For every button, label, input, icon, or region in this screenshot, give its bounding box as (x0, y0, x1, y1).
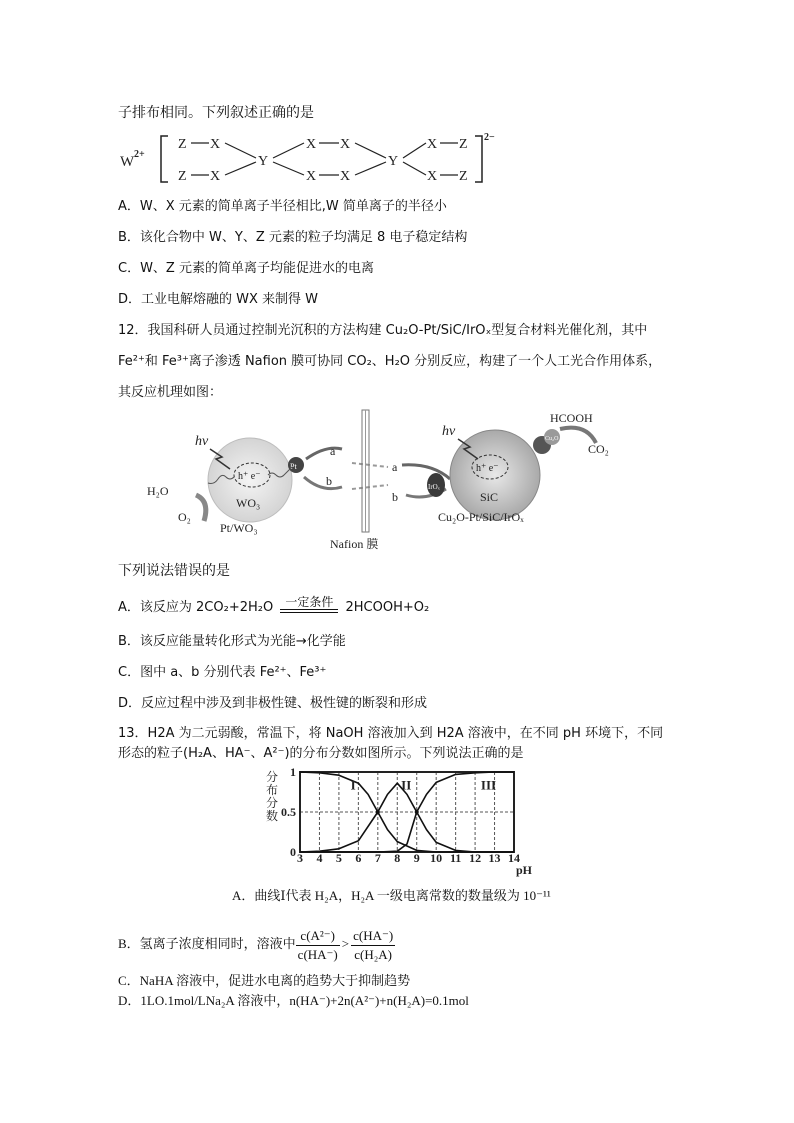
pt-label: Pt (290, 462, 297, 471)
h2o-label: H₂O (147, 484, 169, 498)
x-tick-3: 3 (297, 851, 303, 865)
x-tick-11: 11 (449, 851, 462, 865)
fraction-ha-over-h2a (351, 927, 395, 964)
y-label-char-3: 数 (266, 809, 279, 823)
pt-wo3-label: Pt/WO₃ (220, 521, 258, 535)
q13-option-a: A．曲线Ⅰ代表 H₂A，H₂A 一级电离常数的数量级为 10⁻¹¹ (232, 888, 551, 903)
q12-line-3: 其反应机理如图： (118, 385, 223, 400)
x-tick-6: 6 (355, 851, 362, 865)
greater-than-sign: > (341, 936, 350, 951)
y-label-char-1: 布 (266, 783, 279, 797)
q12-option-a-prefix: A．该反应为 2CO₂+2H₂O (118, 600, 274, 615)
q12-option-d: D．反应过程中涉及到非极性键、极性键的断裂和形成 (118, 696, 428, 711)
arrow-a-left (306, 448, 342, 459)
x-6: X (340, 169, 351, 184)
y-label-char-0: 分 (266, 770, 279, 784)
q12-stem: 下列说法错误的是 (118, 563, 230, 579)
right-bracket (475, 136, 482, 182)
q12-option-b: B．该反应能量转化形式为光能→化学能 (118, 634, 346, 649)
x-tick-5: 5 (335, 851, 342, 865)
y-tick-1: 1 (290, 766, 296, 779)
x-axis-label: pH (516, 863, 533, 877)
q12-option-c: C．图中 a、b 分别代表 Fe²⁺、Fe³⁺ (118, 665, 327, 680)
reaction-condition: 一定条件 (285, 595, 334, 609)
x-3: X (306, 137, 317, 152)
q12-option-a-suffix: 2HCOOH+O₂ (345, 600, 430, 615)
cu2o-label: Cu₂O (545, 436, 559, 442)
curve-label-III: III (480, 777, 497, 793)
co2-label: CO₂ (588, 442, 609, 456)
fraction-a-over-ha (296, 927, 340, 964)
iro-label: IrOₓ (428, 483, 440, 491)
o2-label: O₂ (178, 510, 191, 524)
crossing-point-2 (415, 810, 419, 814)
x-8: X (427, 169, 438, 184)
b-left-label: b (326, 474, 332, 488)
y-1: Y (258, 154, 269, 169)
composite-label: Cu₂O-Pt/SiC/IrOₓ (438, 510, 524, 524)
arrow-b-left (304, 477, 342, 489)
q11-option-c: C．W、Z 元素的简单离子均能促进水的电离 (118, 261, 374, 276)
cation-charge: 2+ (134, 149, 145, 160)
x-tick-14: 14 (508, 851, 520, 865)
arrow-a-right (402, 465, 450, 479)
x-1: X (210, 137, 221, 152)
x-5: X (306, 169, 317, 184)
q12-line-2: Fe²⁺和 Fe³⁺离子渗透 Nafion 膜可协同 CO₂、H₂O 分别反应，构建了一个人工光合作用体系， (118, 354, 662, 369)
y-2: Y (388, 154, 399, 169)
q11-option-b: B．该化合物中 W、Y、Z 元素的粒子均满足 8 电子稳定结构 (118, 230, 468, 245)
wo3-label: WO₃ (236, 496, 261, 510)
x-tick-9: 9 (413, 851, 420, 865)
a-right-label: a (392, 460, 398, 474)
h2o-o2-arrow (196, 495, 206, 521)
fraction-1-numerator: c(A²⁻) (296, 927, 340, 946)
reaction-condition-arrow (280, 596, 338, 617)
y-axis-label (266, 769, 278, 823)
x-tick-12: 12 (469, 851, 482, 865)
q11-option-a: A．W、X 元素的简单离子半径相比,W 简单离子的半径小 (118, 199, 447, 214)
hv-left: hν (195, 434, 209, 449)
fraction-2-denominator: c(H₂A) (354, 946, 392, 962)
q12-line-1: 12．我国科研人员通过控制光沉积的方法构建 Cu₂O-Pt/SiC/IrOₓ型复合材料光催化剂，其中 (118, 323, 648, 338)
q12-option-a (118, 596, 429, 617)
x-tick-4: 4 (316, 851, 323, 865)
y-tick-0: 0 (290, 845, 296, 859)
a-left-label: a (330, 444, 336, 458)
sic-label: SiC (480, 490, 499, 504)
x-4: X (340, 137, 351, 152)
q13-line-1: 13．H2A 为二元弱酸，常温下，将 NaOH 溶液加入到 H2A 溶液中，在不同 pH 环境下，不同 (118, 726, 664, 741)
curve-label-I: I (350, 777, 356, 793)
q13-option-b-prefix: B．氢离子浓度相同时，溶液中 (118, 936, 296, 951)
x-7: X (427, 137, 438, 152)
hcooh-label: HCOOH (550, 411, 593, 425)
q13-option-d: D．1LO.1mol/LNa₂A 溶液中，n(HA⁻)+2n(A²⁻)+n(H₂A)=0.1mol (118, 993, 469, 1008)
fraction-2-numerator: c(HA⁻) (351, 927, 395, 946)
h-e-left-label: h⁺ e⁻ (238, 471, 261, 482)
curve-label-II: II (401, 777, 412, 793)
distribution-chart (256, 766, 536, 886)
chart-labels (351, 778, 497, 814)
cation-w: W (120, 154, 135, 170)
reaction-mechanism-diagram (140, 405, 660, 555)
b-right-label: b (392, 490, 398, 504)
z-3: Z (459, 137, 468, 152)
q13-line-2: 形态的粒子(H₂A、HA⁻、A²⁻)的分布分数如图所示。下列说法正确的是 (118, 746, 524, 761)
y-label-char-2: 分 (266, 796, 279, 810)
x-tick-7: 7 (374, 851, 381, 865)
h-e-right-label: h⁺ e⁻ (476, 463, 499, 474)
x-tick-13: 13 (488, 851, 501, 865)
fraction-1-denominator: c(HA⁻) (297, 946, 338, 962)
q11-option-d: D．工业电解熔融的 WX 来制得 W (118, 292, 319, 307)
x-tick-8: 8 (394, 851, 401, 865)
q13-option-c: C．NaHA 溶液中，促进水电离的趋势大于抑制趋势 (118, 973, 411, 988)
z-1: Z (178, 137, 187, 152)
z-4: Z (459, 169, 468, 184)
hv-right: hν (442, 424, 456, 439)
membrane-label: Nafion 膜 (330, 537, 379, 551)
y-tick-0.5: 0.5 (281, 805, 296, 819)
left-bracket (161, 136, 168, 182)
intro-line: 子排布相同。下列叙述正确的是 (118, 105, 314, 121)
anion-charge: 2− (484, 132, 495, 143)
x-2: X (210, 169, 221, 184)
structure-formula (118, 128, 538, 190)
z-2: Z (178, 169, 187, 184)
crossing-point-1 (376, 810, 380, 814)
x-tick-10: 10 (430, 851, 443, 865)
q13-option-b (118, 922, 395, 966)
co2-hcooh-arrow (560, 428, 596, 443)
